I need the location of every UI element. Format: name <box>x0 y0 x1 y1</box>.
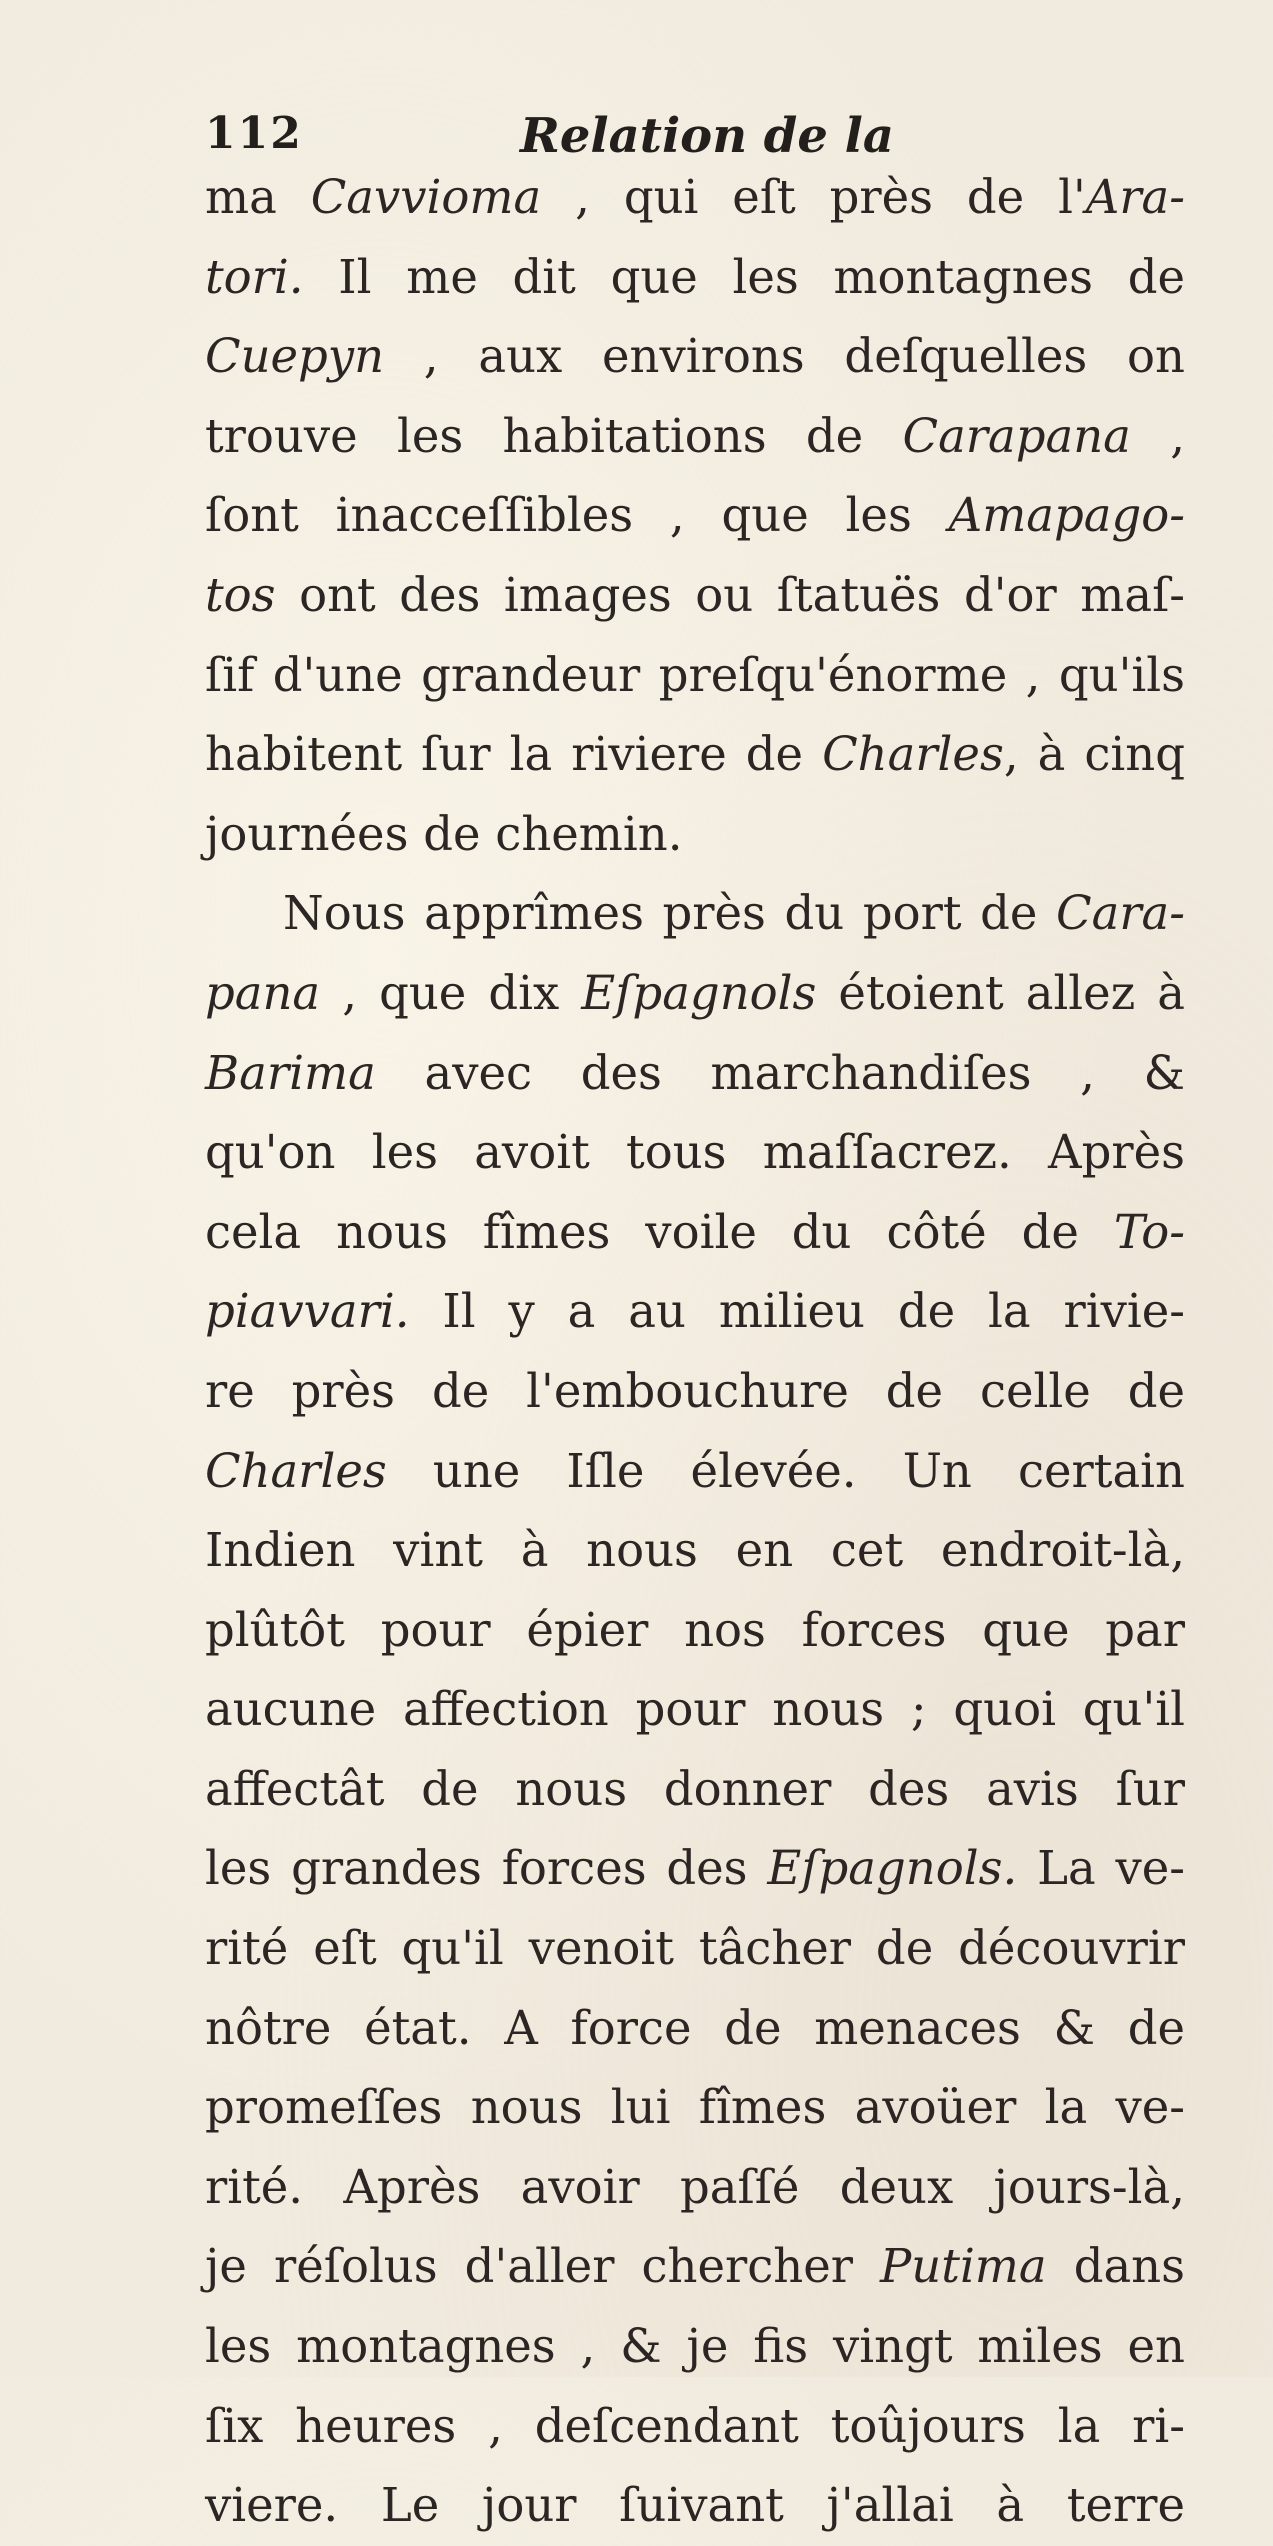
text-line: cela nous fîmes voile du côté de To- <box>205 1204 1185 1259</box>
page-number: 112 <box>205 108 303 159</box>
text-line: tori. Il me dit que les montagnes de <box>205 249 1185 304</box>
text-line: trouve les habitations de Carapana , <box>205 408 1185 463</box>
text-line: promeſſes nous lui fîmes avoüer la ve- <box>205 2080 1185 2135</box>
text-line: ſix heures , deſcendant toûjours la ri- <box>205 2398 1185 2453</box>
text-line: viere. Le jour ſuivant j'allai à terre <box>205 2478 1185 2533</box>
text-line: ma Cavvioma , qui eſt près de l'Ara- <box>205 170 1185 224</box>
text-line: je réſolus d'aller chercher Putima dans <box>205 2239 1185 2294</box>
text-line: rité. Après avoir paſſé deux jours-là, <box>205 2159 1185 2214</box>
text-line: les montagnes , & je fis vingt miles en <box>205 2319 1185 2374</box>
text-line: ſont inacceſſibles , que les Amapago- <box>205 488 1185 543</box>
running-title: Relation de la <box>520 108 894 164</box>
text-line: re près de l'embouchure de celle de <box>205 1363 1185 1418</box>
text-line: ſif d'une grandeur preſqu'énorme , qu'ils <box>205 647 1185 702</box>
text-line: les grandes forces des Eſpagnols. La ve- <box>205 1841 1185 1896</box>
text-line: aucune affection pour nous ; quoi qu'il <box>205 1682 1185 1737</box>
text-line: piavvari. Il y a au milieu de la rivie- <box>205 1284 1185 1339</box>
text-line: Charles une Iſle élevée. Un certain <box>205 1443 1185 1498</box>
body-text <box>205 158 1205 2546</box>
text-line: habitent ſur la riviere de Charles, à cinq <box>205 727 1186 782</box>
text-line: nôtre état. A force de menaces & de <box>205 2000 1185 2055</box>
paragraph-start-line: Nous apprîmes près du port de Cara- <box>283 886 1185 941</box>
text-line: rité eſt qu'il venoit tâcher de découvrir <box>205 1921 1185 1976</box>
text-line: Barima avec des marchandiſes , & <box>205 1045 1185 1100</box>
text-line: tos ont des images ou ſtatuës d'or maſ- <box>205 567 1185 622</box>
text-line: Indien vint à nous en cet endroit-là, <box>205 1523 1185 1578</box>
text-line: affectât de nous donner des avis ſur <box>205 1761 1185 1816</box>
text-line: Cuepyn , aux environs deſquelles on <box>205 329 1185 384</box>
text-line: qu'on les avoit tous maſſacrez. Après <box>205 1125 1185 1180</box>
text-line: pana , que dix Eſpagnols étoient allez à <box>205 965 1185 1020</box>
text-line: journées de chemin. <box>205 806 683 861</box>
text-line: plûtôt pour épier nos forces que par <box>205 1602 1185 1657</box>
